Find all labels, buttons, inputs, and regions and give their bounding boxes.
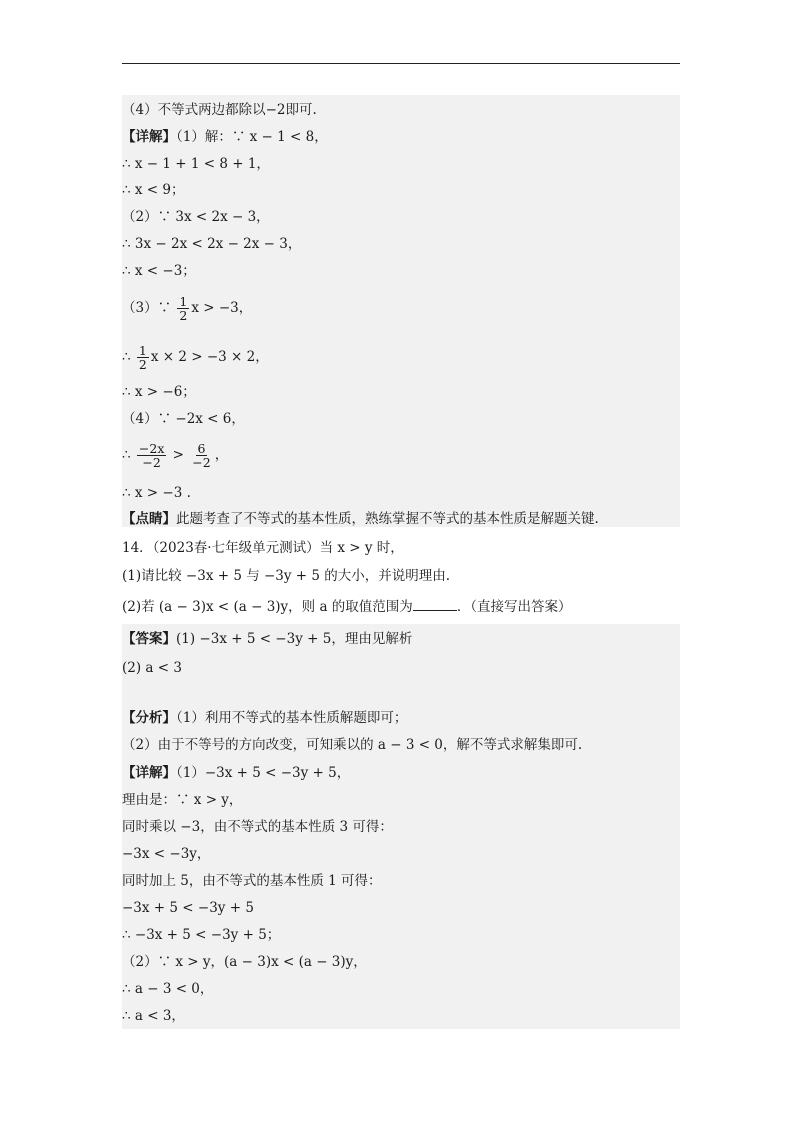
detail-tag: 【详解】 bbox=[122, 129, 176, 145]
header-rule bbox=[122, 63, 680, 64]
step-suffix: x > −3， bbox=[191, 300, 253, 316]
step-line: （4）∵ −2x < 6， bbox=[122, 411, 245, 427]
answer-tag: 【答案】 bbox=[122, 631, 176, 647]
step-line: （4）不等式两边都除以−2即可. bbox=[122, 102, 317, 118]
step-line-fraction bbox=[122, 440, 228, 470]
step-suffix: x × 2 > −3 × 2， bbox=[150, 349, 269, 365]
analysis-line-2: （2）由于不等号的方向改变，可知乘以的 a − 3 < 0，解不等式求解集即可. bbox=[122, 737, 583, 753]
step-line: ∴ x < −3； bbox=[122, 263, 196, 279]
question-part-2-text: (2)若 (a − 3)x < (a − 3)y，则 a 的取值范围为 bbox=[122, 599, 413, 615]
comment-line bbox=[122, 510, 599, 528]
answer-line-2: (2) a < 3 bbox=[122, 660, 182, 676]
step-line: （2）∵ x > y，(a − 3)x < (a − 3)y， bbox=[122, 954, 367, 970]
step-line: ∴ a − 3 < 0， bbox=[122, 981, 214, 997]
fraction-denominator: 2 bbox=[138, 357, 147, 372]
comment-tag: 【点睛】 bbox=[122, 511, 176, 527]
step-line: ∴ x − 1 + 1 < 8 + 1， bbox=[122, 156, 270, 172]
step-line: 理由是：∵ x > y， bbox=[122, 792, 243, 808]
fraction bbox=[177, 295, 189, 322]
step-line-fraction bbox=[122, 342, 269, 372]
answer-blank bbox=[413, 597, 457, 611]
step-prefix: ∴ bbox=[122, 349, 131, 365]
fraction bbox=[137, 442, 166, 469]
step-prefix: ∴ bbox=[122, 447, 131, 463]
detail-text: （1）−3x + 5 < −3y + 5， bbox=[176, 765, 351, 781]
fraction-denominator: 2 bbox=[179, 308, 188, 323]
fraction-numerator: 1 bbox=[179, 294, 188, 309]
question-part-2-suffix: ．（直接写出答案） bbox=[456, 599, 572, 615]
step-line: ∴ −3x + 5 < −3y + 5； bbox=[122, 927, 281, 943]
fraction bbox=[137, 344, 149, 371]
comment-text: 此题考查了不等式的基本性质，熟练掌握不等式的基本性质是解题关键. bbox=[176, 511, 599, 527]
step-suffix: ， bbox=[214, 447, 229, 463]
analysis-tag: 【分析】 bbox=[122, 710, 176, 726]
step-line: ∴ a < 3， bbox=[122, 1008, 185, 1024]
step-line: 同时加上 5，由不等式的基本性质 1 可得： bbox=[122, 873, 382, 889]
step-line-fraction bbox=[122, 293, 252, 323]
fraction-numerator: −2x bbox=[138, 441, 165, 456]
step-line: 同时乘以 −3，由不等式的基本性质 3 可得： bbox=[122, 819, 393, 835]
step-line: ∴ x < 9； bbox=[122, 182, 185, 198]
fraction bbox=[190, 442, 212, 469]
answer-line bbox=[122, 630, 412, 648]
fraction-denominator: −2 bbox=[142, 455, 161, 470]
inequality-sign: > bbox=[172, 447, 184, 463]
analysis-text: （1）利用不等式的基本性质解题即可； bbox=[176, 710, 408, 726]
step-line: ∴ x > −3 . bbox=[122, 485, 191, 501]
question-part-1: (1)请比较 −3x + 5 与 −3y + 5 的大小，并说明理由. bbox=[122, 568, 451, 584]
question-title: 14．（2023春·七年级单元测试）当 x > y 时， bbox=[122, 540, 404, 556]
step-line: ∴ 3x − 2x < 2x − 2x − 3， bbox=[122, 236, 302, 252]
step-line: −3x < −3y， bbox=[122, 846, 211, 862]
question-part-2 bbox=[122, 597, 572, 616]
step-line: −3x + 5 < −3y + 5 bbox=[122, 900, 254, 916]
step-line: （2）∵ 3x < 2x − 3， bbox=[122, 209, 270, 225]
detail-line bbox=[122, 128, 328, 146]
detail-text: （1）解：∵ x − 1 < 8， bbox=[176, 129, 328, 145]
detail-tag: 【详解】 bbox=[122, 765, 176, 781]
step-prefix: （3）∵ bbox=[122, 300, 172, 316]
fraction-denominator: −2 bbox=[192, 455, 211, 470]
fraction-numerator: 1 bbox=[138, 343, 147, 358]
fraction-numerator: 6 bbox=[197, 441, 206, 456]
analysis-line bbox=[122, 709, 407, 727]
answer-text: (1) −3x + 5 < −3y + 5，理由见解析 bbox=[176, 631, 413, 647]
detail-line bbox=[122, 764, 350, 782]
step-line: ∴ x > −6； bbox=[122, 384, 196, 400]
